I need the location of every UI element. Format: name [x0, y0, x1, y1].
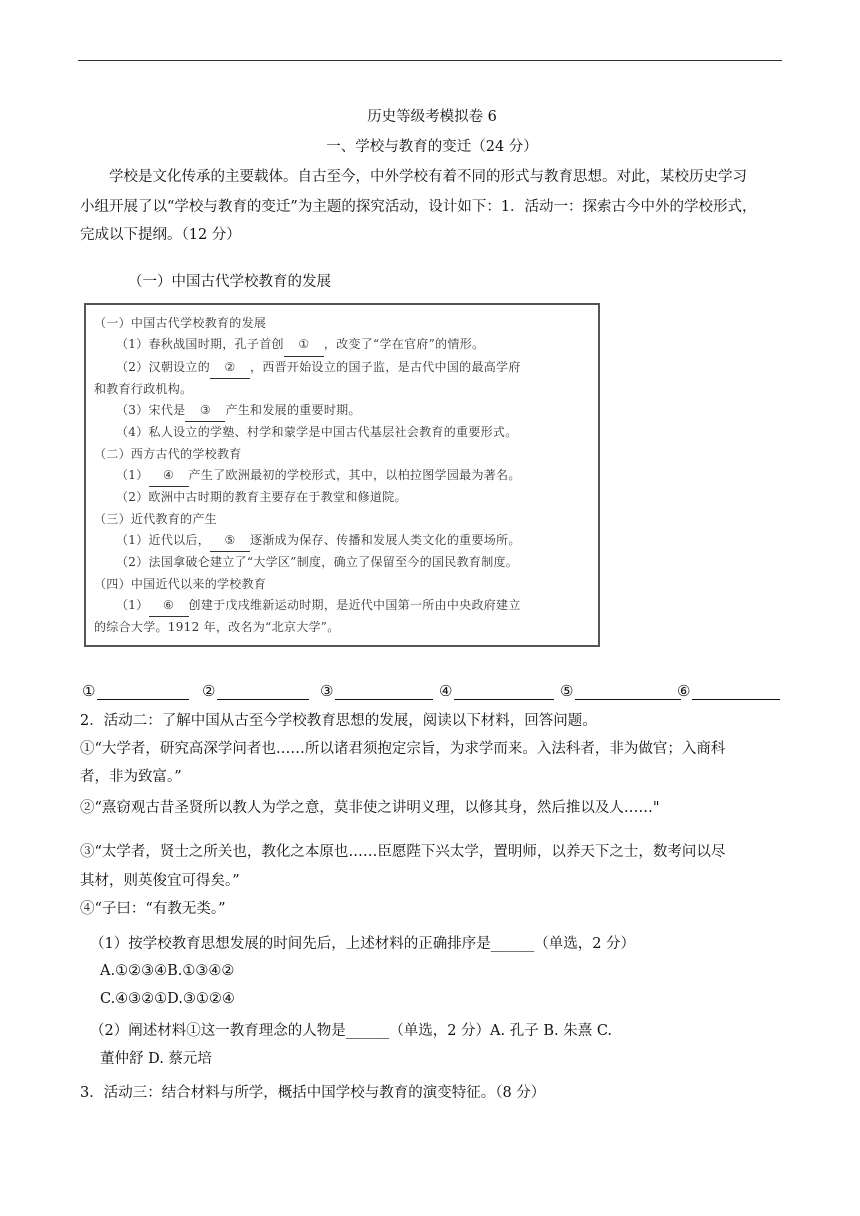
header-rule [78, 60, 782, 61]
answer-mark: ④ [439, 682, 453, 700]
answer-blank-2[interactable] [202, 676, 309, 700]
q2-options-ab: A.①②③④B.①③④② [100, 963, 235, 979]
q3-heading: 3．活动三：结合材料与所学，概括中国学校与教育的演变特征。（8 分） [80, 1085, 546, 1101]
answer-blank-1[interactable] [82, 676, 189, 700]
q2-sub1: （1）按学校教育思想发展的时间先后，上述材料的正确排序是______（单选，2 分） [90, 936, 636, 952]
material-1-line-2: 者，非为致富。” [80, 769, 182, 785]
outline-line [94, 617, 592, 638]
outline-line-text: （4）私人设立的学塾、村学和蒙学是中国古代基层社会教育的重要形式。 [116, 425, 518, 440]
outline-line-text: （三）近代教育的产生 [94, 511, 218, 526]
outline-line-text: ，改变了“学在官府”的情形。 [323, 337, 485, 352]
intro-line-2: 小组开展了以“学校与教育的变迁”为主题的探究活动，设计如下：1．活动一：探索古今中外的学校形式， [80, 199, 757, 215]
material-2: ②“熹窃观古昔圣贤所以教人为学之意，莫非使之讲明义理，以修其身，然后推以及人……" [80, 800, 660, 816]
answer-blank-3[interactable] [320, 676, 433, 700]
outline-line-text: 和教育行政机构。 [94, 381, 193, 396]
outline-line [94, 574, 592, 595]
outline-heading: （一）中国古代学校教育的发展 [128, 274, 331, 290]
answer-mark: ② [202, 682, 216, 700]
outline-line-text: ，西晋开始设立的国子监，是古代中国的最高学府 [250, 359, 521, 374]
outline-line-text: （1）近代以后， [116, 532, 211, 547]
material-4: ④“子曰：“有教无类。” [80, 901, 226, 917]
outline-line-text: 产生了欧洲最初的学校形式，其中，以柏拉图学园最为著名。 [188, 468, 521, 483]
outline-line-text: 的综合大学。1912 年，改名为“北京大学”。 [94, 620, 340, 635]
answer-blank-6[interactable] [677, 676, 780, 700]
q2-sub2: （2）阐述材料①这一教育理念的人物是______（单选，2 分）A. 孔子 B. 朱熹 C. [90, 1023, 613, 1039]
answer-mark: ⑥ [677, 682, 691, 700]
q2-heading: 2．活动二：了解中国从古至今学校教育思想的发展，阅读以下材料，回答问题。 [80, 713, 597, 729]
outline-line [94, 357, 592, 379]
outline-line [94, 465, 592, 487]
outline-line [94, 552, 592, 573]
outline-line [94, 422, 592, 443]
outline-blank-mark: ④ [149, 465, 189, 487]
outline-blank-mark: ⑤ [210, 530, 250, 552]
outline-line-text: （2）法国拿破仑建立了“大学区”制度，确立了保留至今的国民教育制度。 [116, 555, 519, 570]
answer-mark: ⑤ [560, 682, 574, 700]
outline-blank-mark: ② [210, 357, 250, 379]
answer-mark: ③ [320, 682, 334, 700]
intro-line-3: 完成以下提纲。（12 分） [80, 227, 241, 243]
outline-line [94, 400, 592, 422]
q2-options-cd: C.④③②①D.③①②④ [100, 991, 235, 1007]
answer-blanks-row [80, 676, 784, 700]
outline-line-text: （四）中国近代以来的学校教育 [94, 576, 267, 591]
outline-line-text: （2）欧洲中古时期的教育主要存在于教堂和修道院。 [116, 490, 407, 505]
outline-blank-mark: ① [284, 334, 324, 356]
outline-line [94, 509, 592, 530]
outline-line-text: 逐渐成为保存、传播和发展人类文化的重要场所。 [250, 532, 521, 547]
answer-mark: ① [82, 682, 96, 700]
outline-blank-mark: ③ [185, 400, 225, 422]
outline-line-text: 创建于戊戌维新运动时期，是近代中国第一所由中央政府建立 [188, 597, 521, 612]
outline-line-text: （2）汉朝设立的 [116, 359, 211, 374]
outline-line [94, 334, 592, 356]
section-heading: 一、学校与教育的变迁（24 分） [326, 139, 538, 155]
answer-blank-4[interactable] [439, 676, 554, 700]
outline-line [94, 530, 592, 552]
answer-blank-5[interactable] [560, 676, 681, 700]
material-3-line-1: ③“太学者，贤士之所关也，教化之本原也……臣愿陛下兴太学，置明师，以养天下之士，数考问以尽 [80, 844, 726, 860]
outline-line-text: （3）宋代是 [116, 403, 186, 418]
material-3-line-2: 其材，则英俊宜可得矣。” [80, 873, 240, 889]
outline-line [94, 313, 592, 334]
exam-title: 历史等级考模拟卷 6 [367, 109, 497, 125]
outline-line [94, 444, 592, 465]
material-1-line-1: ①“大学者，研究高深学问者也……所以诸君须抱定宗旨，为求学而来。入法科者，非为做官；入商科 [80, 741, 726, 757]
intro-line-1: 学校是文化传承的主要载体。自古至今，中外学校有着不同的形式与教育思想。对此，某校历史学习 [109, 169, 747, 185]
outline-line-text: （1） [116, 597, 149, 612]
outline-line-text: （二）西方古代的学校教育 [94, 446, 242, 461]
outline-line-text: （1） [116, 468, 149, 483]
outline-line-text: （一）中国古代学校教育的发展 [94, 316, 267, 330]
outline-line [94, 487, 592, 508]
outline-line-text: 产生和发展的重要时期。 [225, 403, 361, 418]
outline-image-box [84, 303, 600, 647]
q2-sub2-cont: 董仲舒 D. 蔡元培 [100, 1051, 212, 1067]
outline-line [94, 379, 592, 400]
outline-blank-mark: ⑥ [149, 595, 189, 617]
outline-line-text: （1）春秋战国时期，孔子首创 [116, 337, 284, 352]
outline-line [94, 595, 592, 617]
